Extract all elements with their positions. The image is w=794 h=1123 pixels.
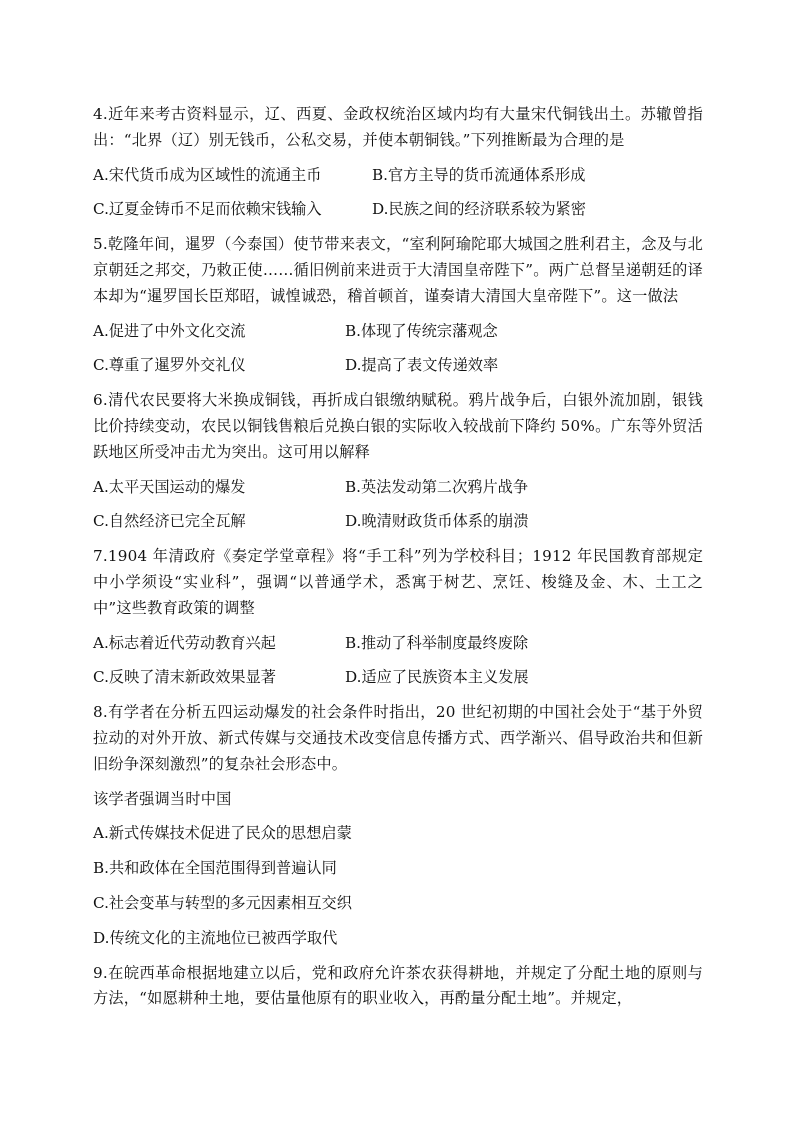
question-7-option-a: A.标志着近代劳动教育兴起 bbox=[93, 633, 276, 652]
question-5-option-d: D.提高了表文传递效率 bbox=[345, 356, 499, 375]
question-5-option-a: A.促进了中外文化交流 bbox=[93, 321, 246, 340]
question-4-option-c: C.辽夏金铸币不足而依赖宋钱输入 bbox=[93, 200, 322, 219]
question-7-stem: 7.1904 年清政府《奏定学堂章程》将“手工科”列为学校科目；1912 年民国教育部规定中小学须设“实业科”，强调“以普通学术，悉寓于树艺、烹饪、梭缝及金、木、土工之中”这些教育政策的调整 bbox=[93, 547, 703, 617]
question-4-options-row-1 bbox=[93, 163, 703, 189]
question-8-stem-continuation: 该学者强调当时中国 bbox=[93, 789, 232, 808]
question-4-option-a: A.宋代货币成为区域性的流通主币 bbox=[93, 165, 322, 184]
question-4-stem: 4.近年来考古资料显示，辽、西夏、金政权统治区域内均有大量宋代铜钱出土。苏辙曾指出：“北界（辽）别无钱币，公私交易，并使本朝铜钱。”下列推断最为合理的是 bbox=[93, 105, 703, 149]
question-6-option-a: A.太平天国运动的爆发 bbox=[93, 477, 246, 496]
question-7-options-row-2 bbox=[93, 665, 703, 691]
question-6-stem: 6.清代农民要将大米换成铜钱，再折成白银缴纳赋税。鸦片战争后，白银外流加剧，银钱比价持续变动，农民以铜钱售粮后兑换白银的实际收入较战前下降约 50%。广东等外贸活跃地区所受冲击尤为突出。这可用以解释 bbox=[93, 391, 703, 461]
question-5-option-b: B.体现了传统宗藩观念 bbox=[345, 321, 498, 340]
question-8-stem: 8.有学者在分析五四运动爆发的社会条件时指出，20 世纪初期的中国社会处于“基于外贸拉动的对外开放、新式传媒与交通技术改变信息传播方式、西学渐兴、倡导政治共和但新旧纷争深刻激烈”的复杂社会形态中。 bbox=[93, 703, 703, 773]
question-9-stem: 9.在皖西革命根据地建立以后，党和政府允许茶农获得耕地，并规定了分配土地的原则与方法，“如愿耕种土地，要估量他原有的职业收入，再酌量分配土地”。并规定， bbox=[93, 963, 703, 1008]
question-6-options-row-2 bbox=[93, 509, 703, 535]
question-6-option-d: D.晚清财政货币体系的崩溃 bbox=[345, 512, 529, 531]
question-5-option-c: C.尊重了暹罗外交礼仪 bbox=[93, 356, 246, 375]
question-7-option-b: B.推动了科举制度最终废除 bbox=[345, 633, 529, 652]
question-6-option-b: B.英法发动第二次鸦片战争 bbox=[345, 477, 529, 496]
question-8-option-c: C.社会变革与转型的多元因素相互交织 bbox=[93, 893, 352, 912]
question-8-option-b: B.共和政体在全国范围得到普遍认同 bbox=[93, 859, 337, 878]
question-7-options-row-1 bbox=[93, 631, 703, 657]
question-6-options-row-1 bbox=[93, 475, 703, 501]
exam-page bbox=[93, 102, 703, 1021]
question-6-option-c: C.自然经济已完全瓦解 bbox=[93, 512, 246, 531]
question-5-options-row-2 bbox=[93, 353, 703, 379]
question-4-options-row-2 bbox=[93, 197, 703, 223]
question-4-option-d: D.民族之间的经济联系较为紧密 bbox=[372, 200, 586, 219]
question-5-stem: 5.乾隆年间，暹罗（今泰国）使节带来表文，“室利阿瑜陀耶大城国之胜利君主，念及与北京朝廷之邦交，乃敕正使……循旧例前来进贡于大清国皇帝陛下”。两广总督呈递朝廷的译本却为“暹罗国长臣郑昭，诚惶诚恐，稽首顿首，谨奏请大清国大皇帝陛下”。这一做法 bbox=[93, 235, 703, 305]
question-7-option-d: D.适应了民族资本主义发展 bbox=[345, 668, 529, 687]
question-8-option-a: A.新式传媒技术促进了民众的思想启蒙 bbox=[93, 824, 352, 843]
question-8-option-d: D.传统文化的主流地位已被西学取代 bbox=[93, 928, 338, 947]
question-7-option-c: C.反映了清末新政效果显著 bbox=[93, 668, 276, 687]
question-5-options-row-1 bbox=[93, 319, 703, 345]
question-4-option-b: B.官方主导的货币流通体系形成 bbox=[372, 165, 586, 184]
